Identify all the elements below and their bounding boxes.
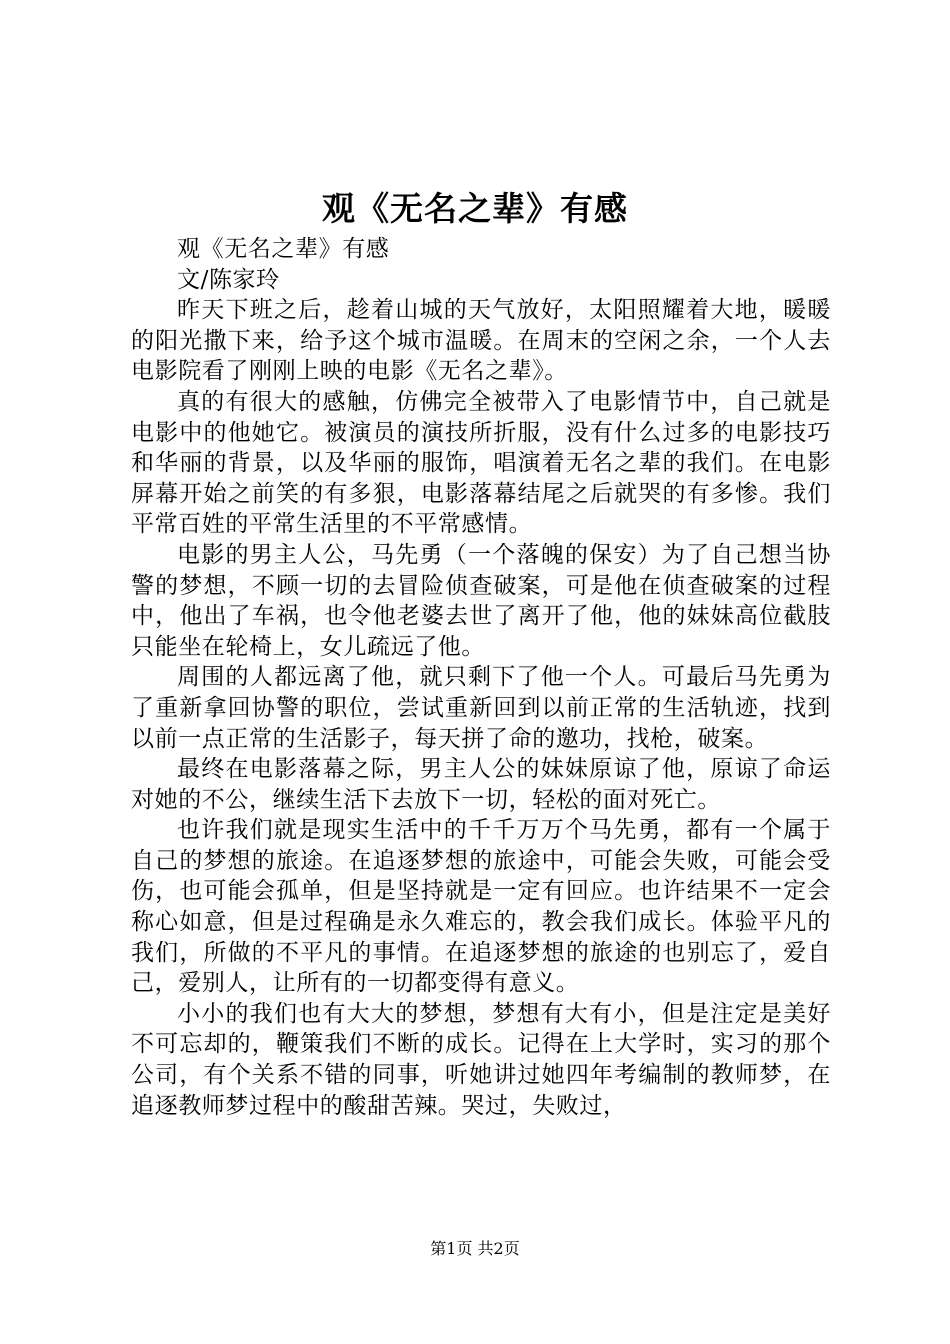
paragraph: 昨天下班之后，趁着山城的天气放好，太阳照耀着大地，暖暖的阳光撒下来，给予这个城市温暖。在周末的空闲之余，一个人去电影院看了刚刚上映的电影《无名之辈》。 — [131, 297, 831, 385]
paragraph: 最终在电影落幕之际，男主人公的妹妹原谅了他，原谅了命运对她的不公，继续生活下去放下一切，轻松的面对死亡。 — [131, 756, 831, 813]
paragraph: 也许我们就是现实生活中的千千万万个马先勇，都有一个属于自己的梦想的旅途。在追逐梦想的旅途中，可能会失败，可能会受伤，也可能会孤单，但是坚持就是一定有回应。也许结果不一定会称心如意，但是过程确是永久难忘的，教会我们成长。体验平凡的我们，所做的不平凡的事情。在追逐梦想的旅途的也别忘了，爱自己，爱别人，让所有的一切都变得有意义。 — [131, 817, 831, 997]
paragraph: 电影的男主人公，马先勇（一个落魄的保安）为了自己想当协警的梦想，不顾一切的去冒险侦查破案，可是他在侦查破案的过程中，他出了车祸，也令他老婆去世了离开了他，他的妹妹高位截肢只能坐在轮椅上，女儿疏远了他。 — [131, 541, 831, 660]
document-body — [131, 234, 831, 1121]
page-footer: 第1页 共2页 — [430, 1239, 520, 1258]
paragraph: 周围的人都远离了他，就只剩下了他一个人。可最后马先勇为了重新拿回协警的职位，尝试重新回到以前正常的生活轨迹，找到以前一点正常的生活影子，每天拼了命的邀功，找枪，破案。 — [131, 664, 831, 752]
paragraph: 真的有很大的感触，仿佛完全被带入了电影情节中，自己就是电影中的他她它。被演员的演技所折服，没有什么过多的电影技巧和华丽的背景，以及华丽的服饰，唱演着无名之辈的我们。在电影屏幕开始之前笑的有多狠，电影落幕结尾之后就哭的有多惨。我们平常百姓的平常生活里的不平常感情。 — [131, 388, 831, 538]
paragraph: 文/陈家玲 — [177, 266, 280, 293]
document-title: 观《无名之辈》有感 — [322, 189, 628, 228]
paragraph: 小小的我们也有大大的梦想，梦想有大有小，但是注定是美好不可忘却的，鞭策我们不断的成长。记得在上大学时，实习的那个公司，有个关系不错的同事，听她讲过她四年考编制的教师梦，在追逐教师梦过程中的酸甜苦辣。哭过，失败过， — [131, 1000, 831, 1119]
paragraph: 观《无名之辈》有感 — [177, 236, 390, 262]
